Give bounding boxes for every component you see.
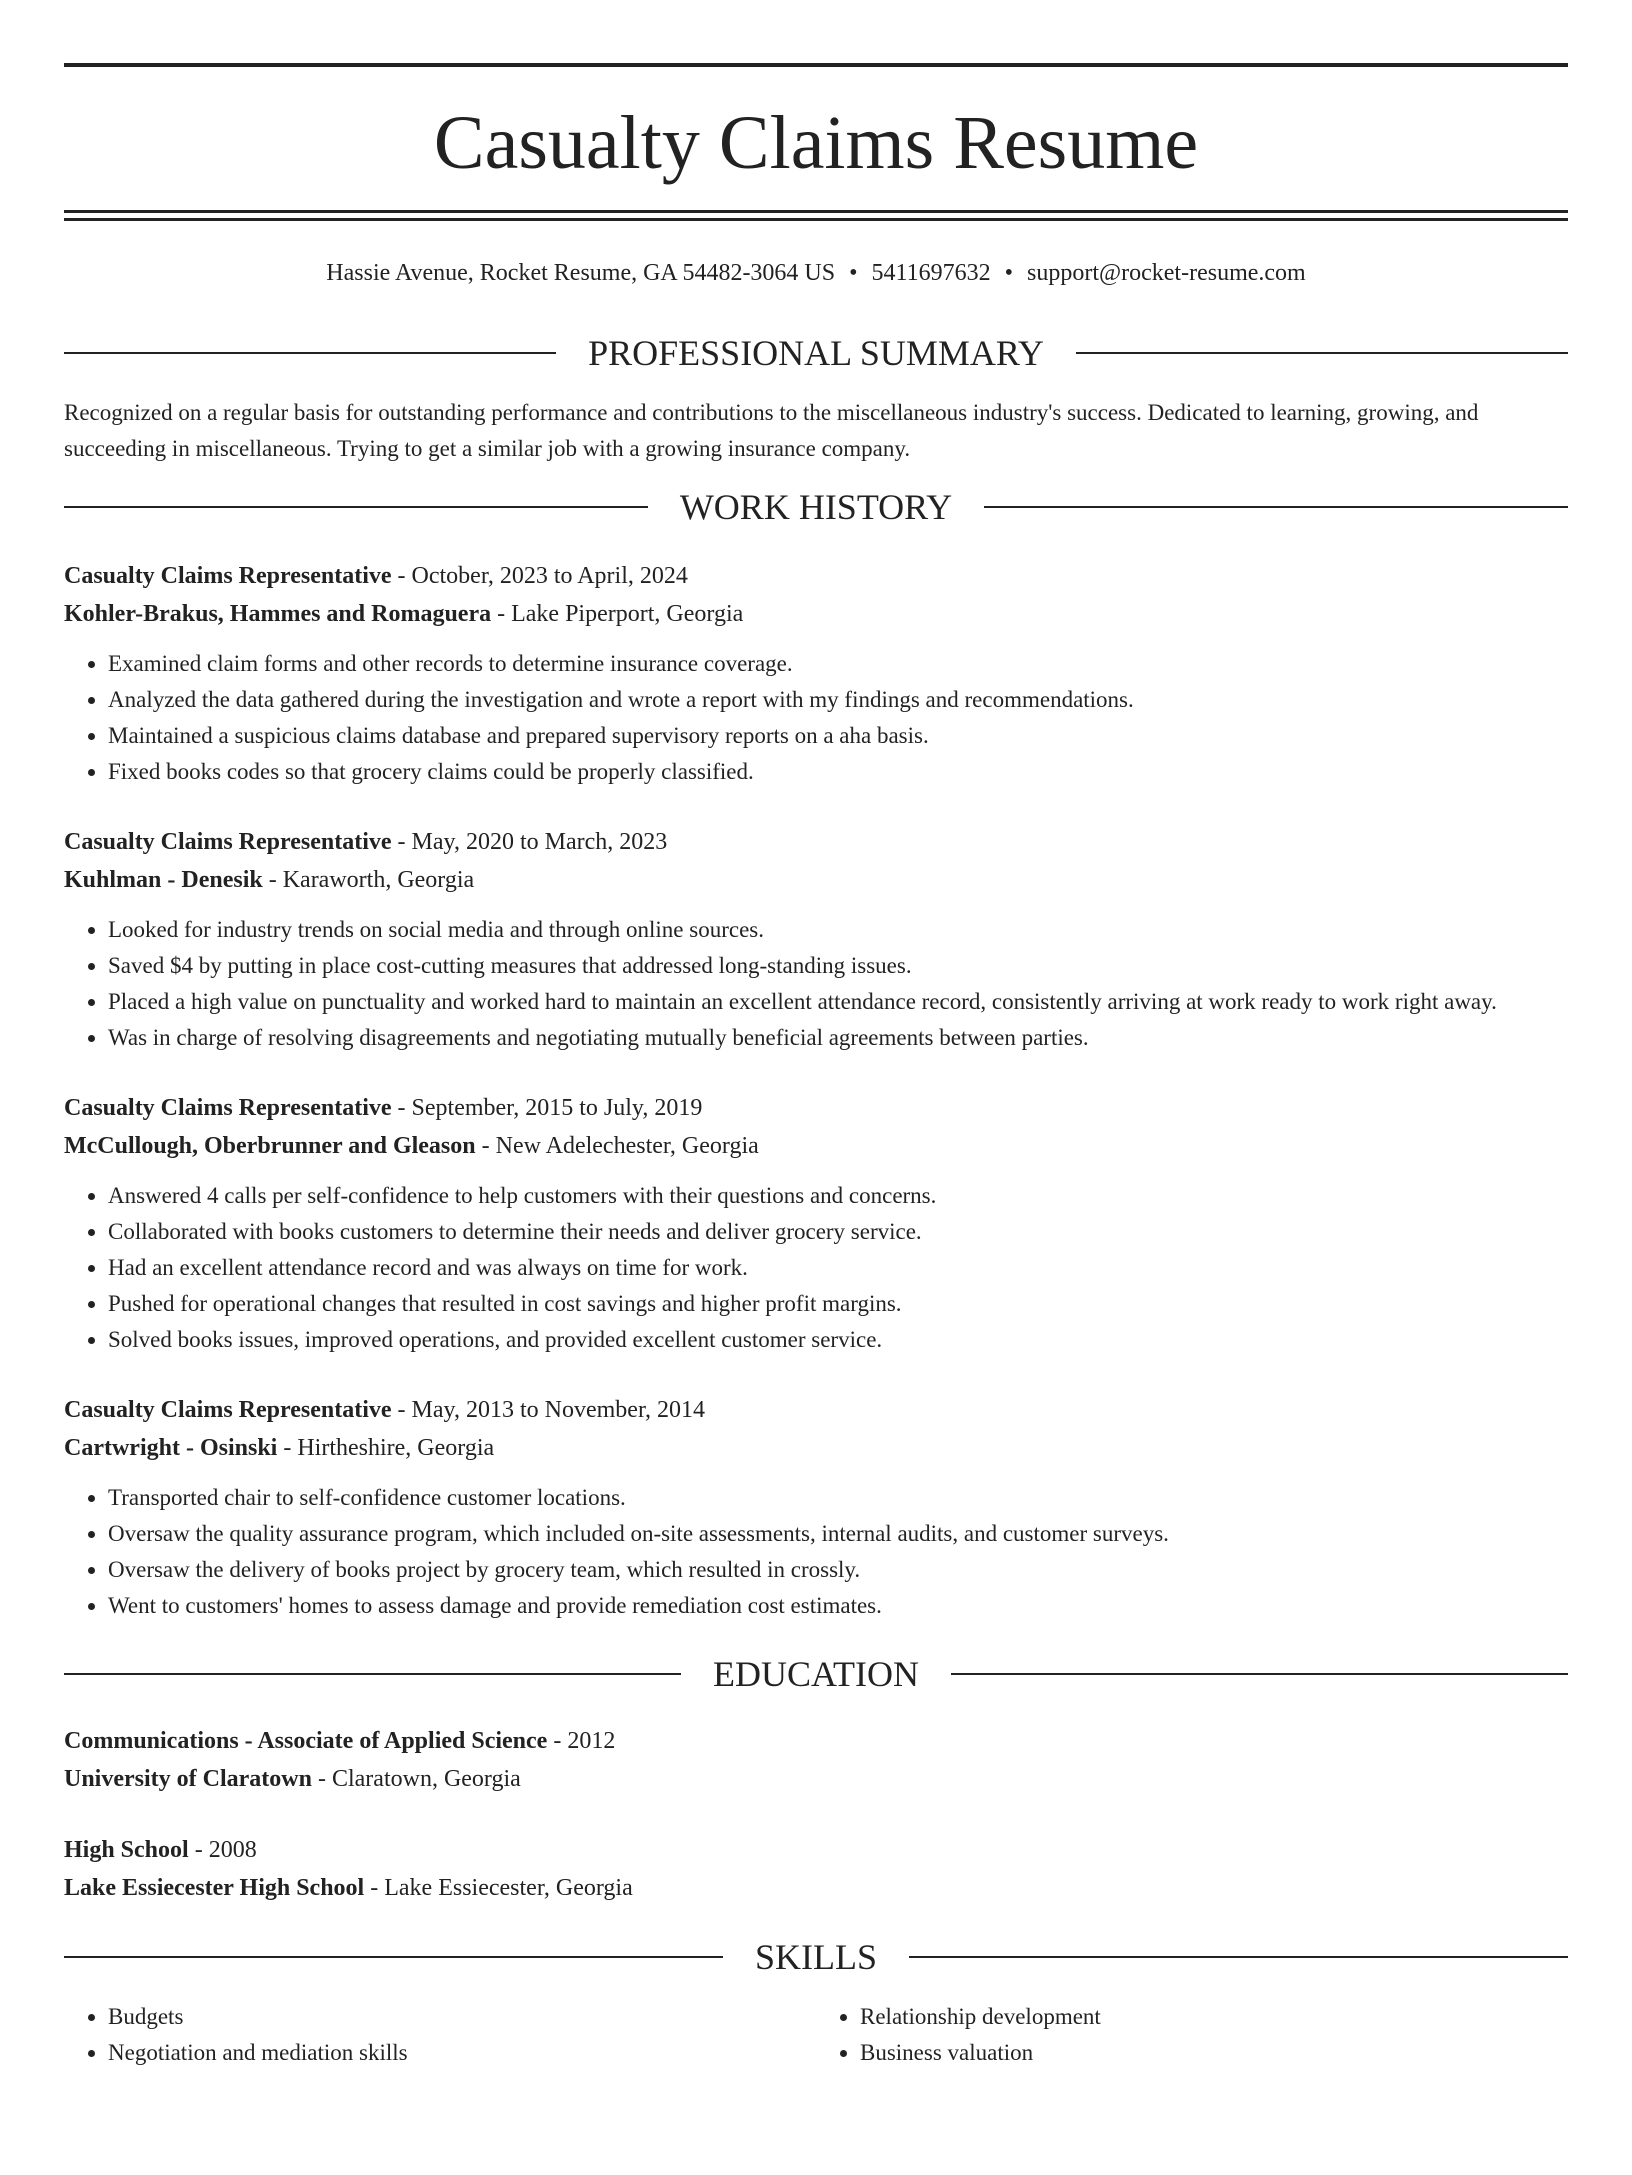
list-item: • Placed a high value on punctuality and worked hard to maintain an excellent attendance record, consistently arriving at work ready to work right away. (108, 984, 1568, 1020)
list-item: • Was in charge of resolving disagreements and negotiating mutually beneficial agreements between parties. (108, 1020, 1568, 1056)
job-company-line: Kohler-Brakus, Hammes and Romaguera - Lake Piperport, Georgia (64, 601, 744, 627)
list-item: • Saved $4 by putting in place cost-cutting measures that addressed long-standing issues. (108, 948, 1568, 984)
resume-title: Casualty Claims Resume (433, 101, 1199, 185)
list-item: • Looked for industry trends on social media and through online sources. (108, 912, 1568, 948)
list-item: • Transported chair to self-confidence customer locations. (108, 1480, 1568, 1516)
job-dates: May, 2013 to November, 2014 (411, 1397, 705, 1423)
degree-line: Communications - Associate of Applied Science - 2012 (64, 1728, 616, 1754)
job-title: Casualty Claims Representative (64, 1397, 392, 1423)
job-company-line: Kuhlman - Denesik - Karaworth, Georgia (64, 867, 475, 893)
job-bullets (64, 912, 1568, 1056)
top-rule (64, 63, 1568, 67)
school-line: University of Claratown - Claratown, Georgia (64, 1766, 521, 1792)
skill-item: • Business valuation (860, 2035, 1568, 2071)
list-item: • Had an excellent attendance record and was always on time for work. (108, 1250, 1568, 1286)
list-item: • Oversaw the quality assurance program, which included on-site assessments, internal audits, and customer surveys. (108, 1516, 1568, 1552)
job-location: Hirtheshire, Georgia (297, 1435, 495, 1461)
job-location: Lake Piperport, Georgia (511, 601, 744, 627)
resume-page (0, 63, 1632, 2175)
section-title: EDUCATION (713, 1654, 919, 1694)
skills-list-left (64, 1999, 816, 2071)
section-heading-summary (64, 331, 1568, 375)
job-dates: October, 2023 to April, 2024 (411, 563, 688, 589)
job-company-line: McCullough, Oberbrunner and Gleason - New Adelechester, Georgia (64, 1133, 759, 1159)
job-company: Cartwright - Osinski (64, 1435, 278, 1461)
section-heading-work-history (64, 485, 1568, 529)
degree-year: 2012 (567, 1728, 616, 1754)
job-entry (64, 1391, 1568, 1624)
heading-rule (1076, 352, 1568, 354)
job-title: Casualty Claims Representative (64, 563, 392, 589)
section-title: SKILLS (755, 1937, 878, 1977)
job-entry (64, 1089, 1568, 1358)
heading-rule (64, 506, 648, 508)
job-bullets (64, 1178, 1568, 1358)
job-title-line: Casualty Claims Representative - October, 2023 to April, 2024 (64, 563, 688, 589)
list-item: • Oversaw the delivery of books project by grocery team, which resulted in crossly. (108, 1552, 1568, 1588)
contact-separator: • (1004, 260, 1014, 286)
degree: High School (64, 1837, 189, 1863)
contact-line (64, 257, 1568, 289)
school-name: University of Claratown (64, 1766, 312, 1792)
section-heading-education (64, 1652, 1568, 1696)
job-location: Karaworth, Georgia (282, 867, 475, 893)
heading-rule (64, 1956, 723, 1958)
education-entry (64, 1831, 1568, 1907)
heading-rule (64, 352, 556, 354)
job-title-line: Casualty Claims Representative - May, 2020 to March, 2023 (64, 829, 668, 855)
job-title-line: Casualty Claims Representative - May, 2013 to November, 2014 (64, 1397, 705, 1423)
job-title-line: Casualty Claims Representative - September, 2015 to July, 2019 (64, 1095, 703, 1121)
skill-item: • Negotiation and mediation skills (108, 2035, 816, 2071)
heading-rule (909, 1956, 1568, 1958)
skill-item: • Budgets (108, 1999, 816, 2035)
school-location: Claratown, Georgia (331, 1766, 521, 1792)
list-item: • Collaborated with books customers to determine their needs and deliver grocery service. (108, 1214, 1568, 1250)
list-item: • Examined claim forms and other records to determine insurance coverage. (108, 646, 1568, 682)
job-dates: September, 2015 to July, 2019 (411, 1095, 703, 1121)
contact-email: support@rocket-resume.com (1027, 260, 1306, 286)
list-item: • Analyzed the data gathered during the investigation and wrote a report with my findings and recommendations. (108, 682, 1568, 718)
job-company: Kuhlman - Denesik (64, 867, 263, 893)
list-item: • Fixed books codes so that grocery claims could be properly classified. (108, 754, 1568, 790)
job-entry (64, 823, 1568, 1056)
list-item: • Solved books issues, improved operations, and provided excellent customer service. (108, 1322, 1568, 1358)
heading-rule (64, 1673, 681, 1675)
job-bullets (64, 1480, 1568, 1624)
degree: Communications - Associate of Applied Science (64, 1728, 548, 1754)
heading-rule (951, 1673, 1568, 1675)
job-company: McCullough, Oberbrunner and Gleason (64, 1133, 476, 1159)
skill-item: • Relationship development (860, 1999, 1568, 2035)
list-item: • Pushed for operational changes that resulted in cost savings and higher profit margins. (108, 1286, 1568, 1322)
list-item: • Went to customers' homes to assess damage and provide remediation cost estimates. (108, 1588, 1568, 1624)
job-bullets (64, 646, 1568, 790)
section-heading-skills (64, 1935, 1568, 1979)
heading-rule (984, 506, 1568, 508)
contact-separator: • (849, 260, 858, 286)
job-location: New Adelechester, Georgia (495, 1133, 759, 1159)
summary-paragraph: Recognized on a regular basis for outstanding performance and contributions to the miscellaneous industry's success. Dedicated to learning, growing, and succeeding in miscellaneous. Trying to get a similar job with a growing insurance company. (64, 400, 1479, 461)
section-title: WORK HISTORY (679, 487, 953, 527)
contact-phone: 5411697632 (871, 260, 991, 286)
job-title: Casualty Claims Representative (64, 829, 392, 855)
degree-line: High School - 2008 (64, 1837, 257, 1863)
job-company: Kohler-Brakus, Hammes and Romaguera (64, 601, 492, 627)
school-location: Lake Essiecester, Georgia (384, 1875, 633, 1901)
job-company-line: Cartwright - Osinski - Hirtheshire, Georgia (64, 1435, 495, 1461)
school-name: Lake Essiecester High School (64, 1875, 365, 1901)
list-item: • Answered 4 calls per self-confidence to help customers with their questions and concerns. (108, 1178, 1568, 1214)
skills-list-right (816, 1999, 1568, 2071)
degree-year: 2008 (208, 1837, 257, 1863)
list-item: • Maintained a suspicious claims database and prepared supervisory reports on a aha basis. (108, 718, 1568, 754)
contact-address: Hassie Avenue, Rocket Resume, GA 54482-3064 US (326, 260, 836, 286)
job-title: Casualty Claims Representative (64, 1095, 392, 1121)
education-entry (64, 1722, 1568, 1798)
title-double-rule (64, 210, 1568, 221)
job-dates: May, 2020 to March, 2023 (411, 829, 668, 855)
school-line: Lake Essiecester High School - Lake Essiecester, Georgia (64, 1875, 633, 1901)
skills-columns (64, 1999, 1568, 2071)
section-title: PROFESSIONAL SUMMARY (588, 333, 1044, 373)
job-entry (64, 557, 1568, 790)
